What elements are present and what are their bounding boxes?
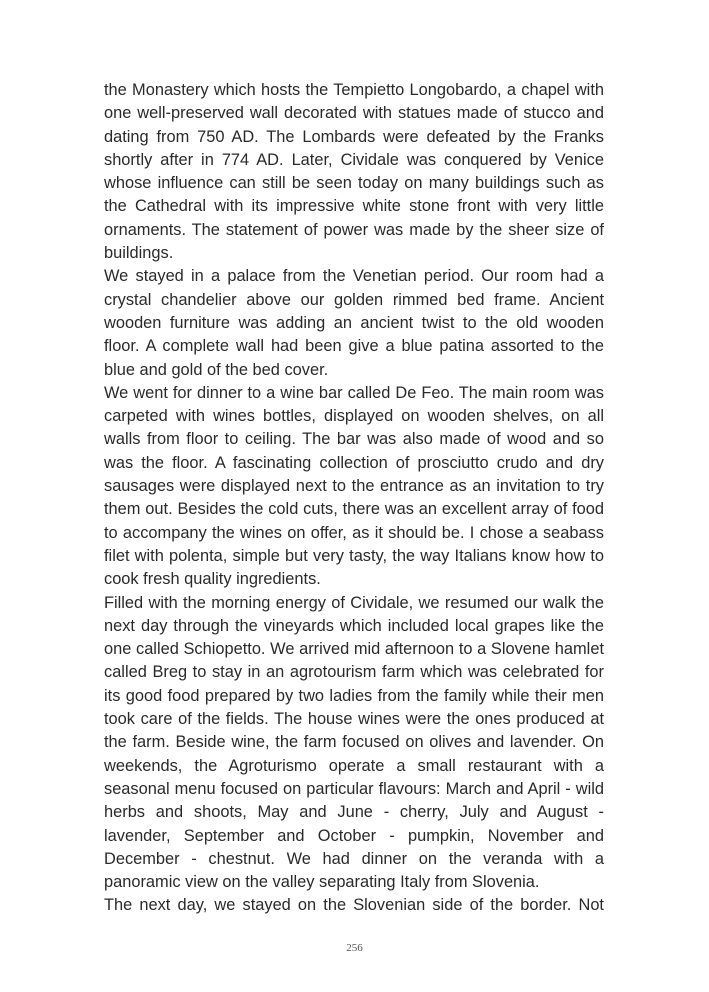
paragraph-slovenian-side: The next day, we stayed on the Slovenian side of the border. Not: [104, 896, 604, 915]
paragraph-venetian-palace: We stayed in a palace from the Venetian period. Our room had a crystal chandelier above our golden rimmed bed frame. Ancient wooden furniture was adding an ancient twist to the old wooden floor. A complete wall had been give a blue patina assorted to the blue and gold of the bed cover.: [104, 267, 604, 379]
body-text: [104, 79, 604, 918]
page-number: 256: [346, 942, 363, 954]
paragraph-monastery: the Monastery which hosts the Tempietto Longobardo, a chapel with one well-preserved wall decorated with statues made of stucco and dating from 750 AD. The Lombards were defeated by the Franks shortly after in 774 AD. Later, Cividale was conquered by Venice whose influence can still be seen today on many buildings such as the Cathedral with its impressive white stone front with very little ornaments. The statement of power was made by the sheer size of buildings.: [104, 81, 604, 263]
paragraph-wine-bar-dinner: We went for dinner to a wine bar called De Feo. The main room was carpeted with wines bottles, displayed on wooden shelves, on all walls from floor to ceiling. The bar was also made of wood and so was the floor. A fascinating collection of prosciutto crudo and dry sausages were displayed next to the entrance as an invitation to try them out. Besides the cold cuts, there was an excellent array of food to accompany the wines on offer, as it should be. I chose a seabass filet with polenta, simple but very tasty, the way Italians know how to cook fresh quality ingredients.: [104, 383, 604, 589]
paragraph-agrotourism-farm: Filled with the morning energy of Cividale, we resumed our walk the next day through the vineyards which included local grapes like the one called Schiopetto. We arrived mid afternoon to a Slovene hamlet called Breg to stay in an agrotourism farm which was celebrated for its good food prepared by two ladies from the family while their men took care of the fields. The house wines were the ones produced at the farm. Beside wine, the farm focused on olives and lavender. On weekends, the Agroturismo operate a small restaurant with a seasonal menu focused on particular flavours: March and April - wild herbs and shoots, May and June - cherry, July and August - lavender, September and October - pumpkin, November and December - chestnut. We had dinner on the veranda with a panoramic view on the valley separating Italy from Slovenia.: [104, 593, 604, 892]
